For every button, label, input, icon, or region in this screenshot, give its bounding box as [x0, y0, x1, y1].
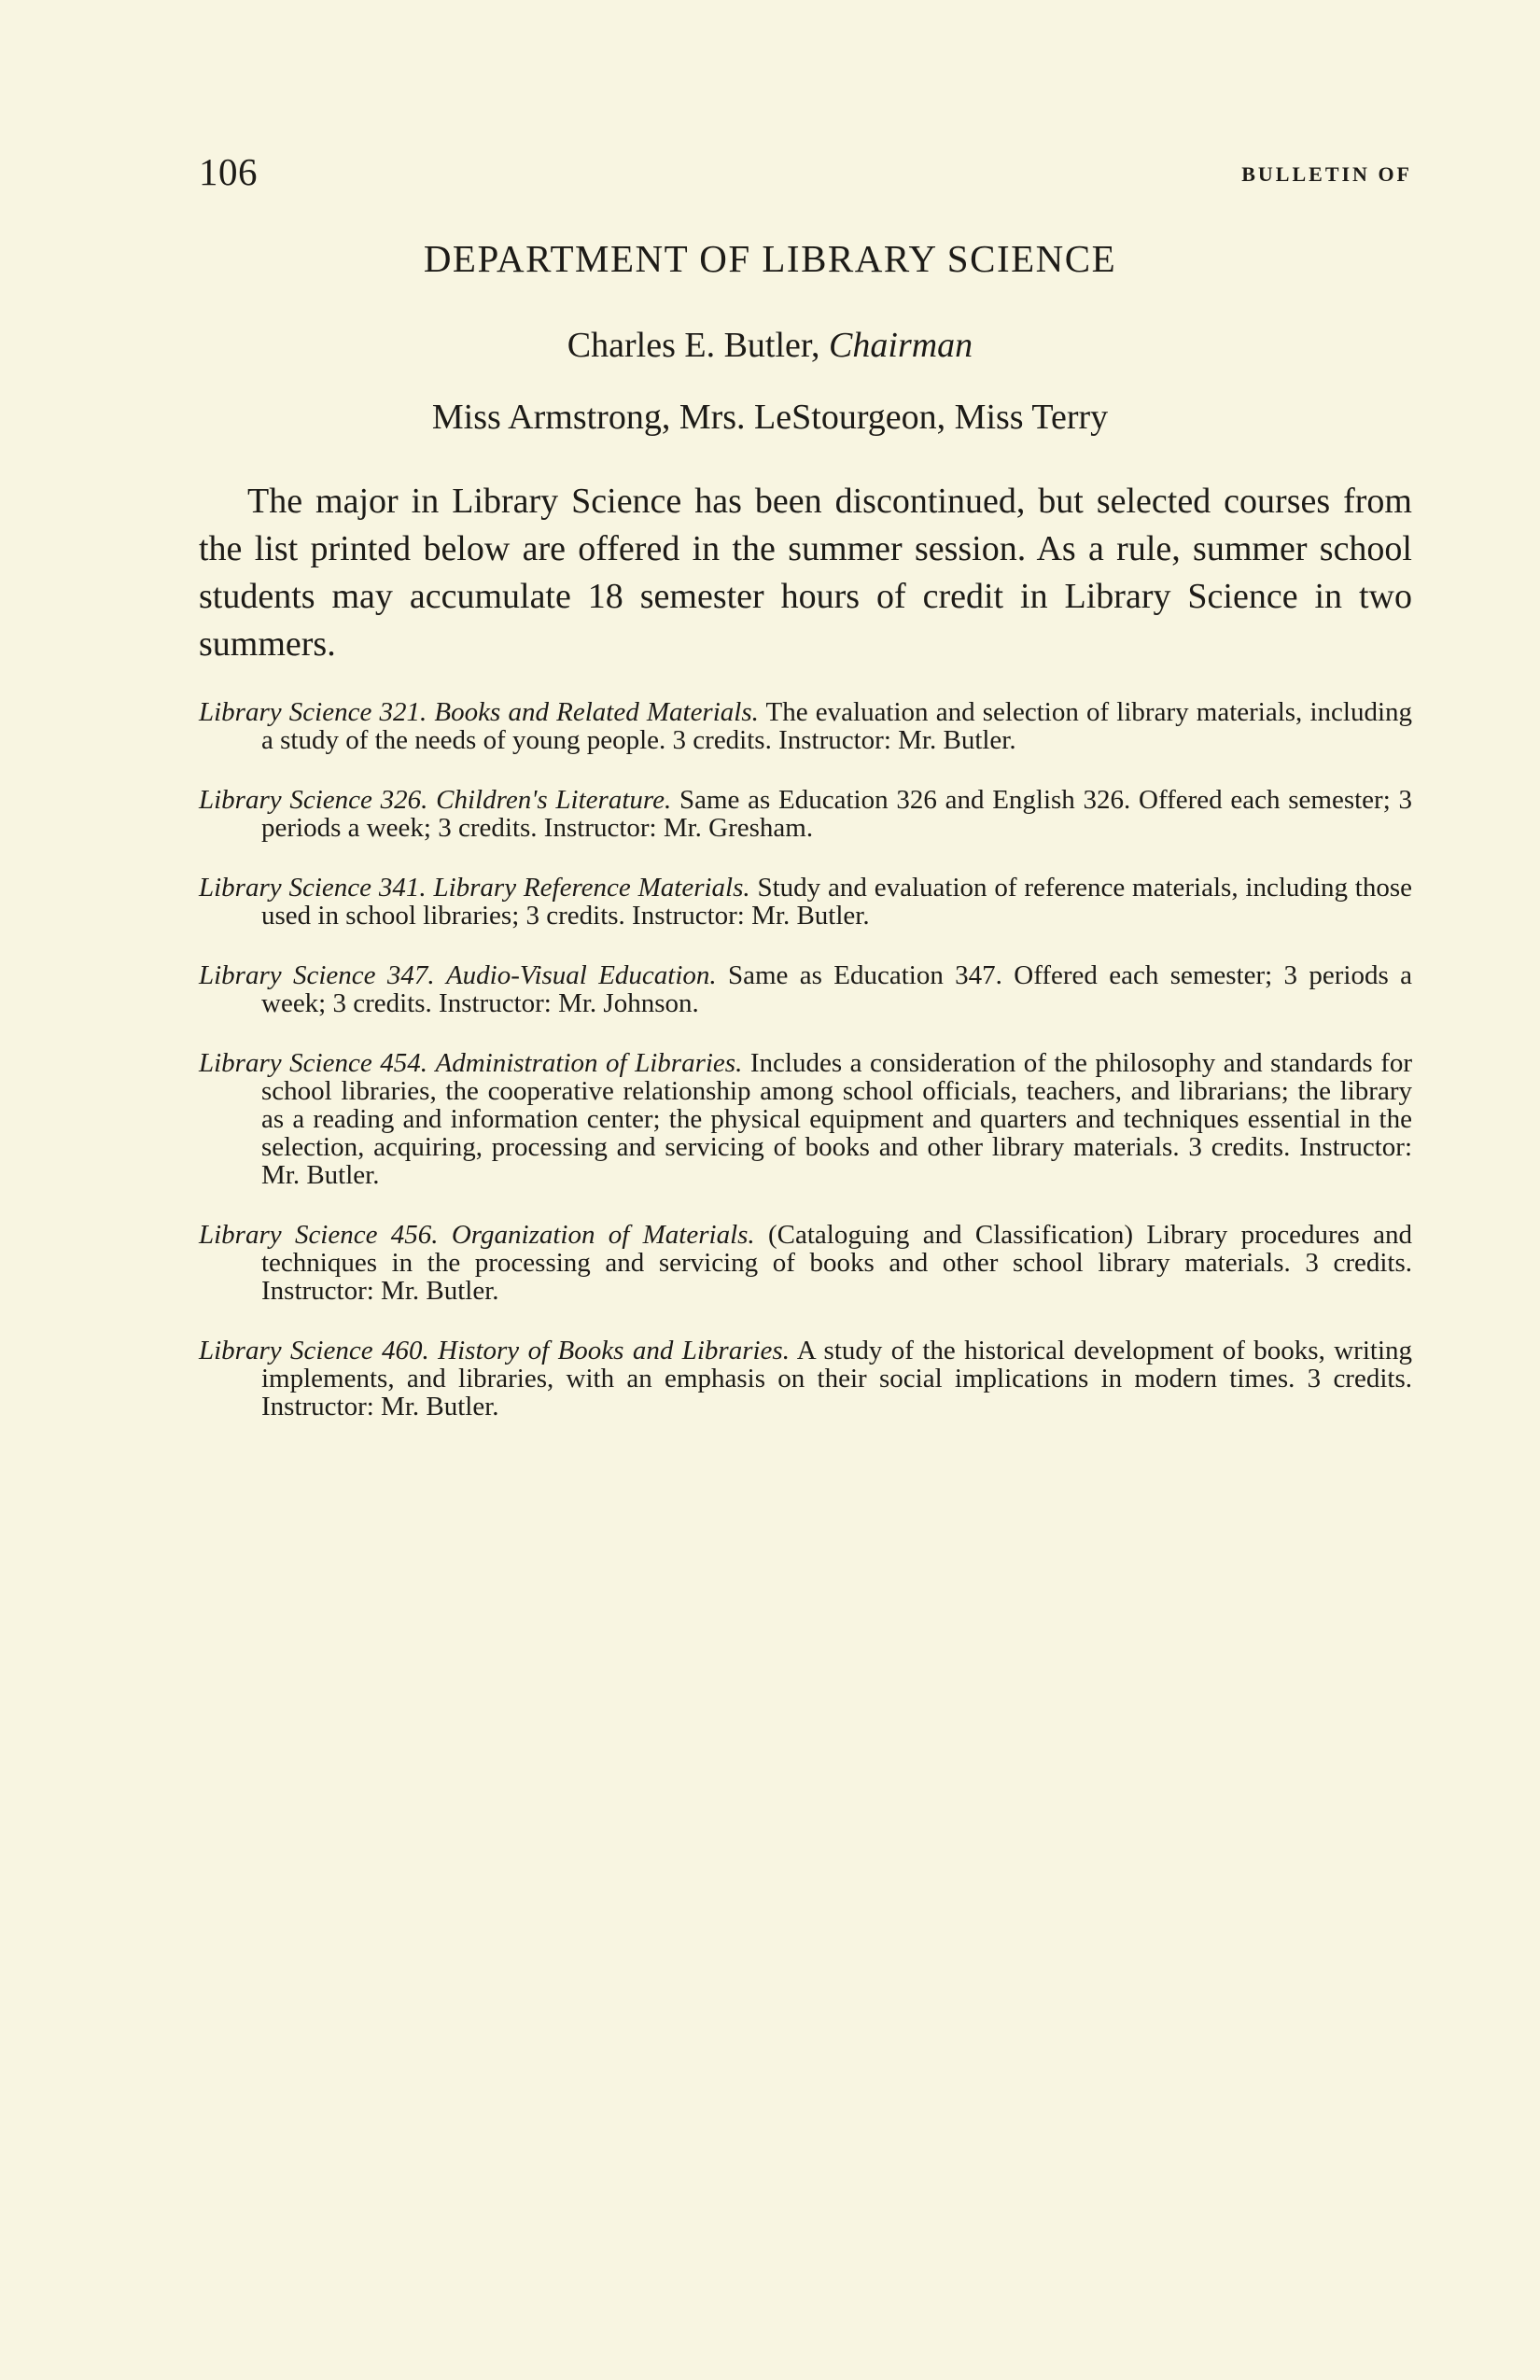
course-number: Library Science 341.: [199, 873, 427, 903]
course-description: Study and evaluation of reference materials, including those used in school libraries; 3 credits. Instructor: Mr. Butler.: [261, 873, 1413, 931]
course-entry: [199, 698, 1412, 754]
staff-list: Miss Armstrong, Mrs. LeStourgeon, Miss Terry: [431, 398, 1109, 437]
course-entry: [199, 961, 1412, 1017]
running-head: BULLETIN OF: [1241, 162, 1412, 186]
course-title: Books and Related Materials.: [434, 697, 759, 727]
chairman-line: [0, 325, 1540, 366]
course-entry: [199, 1049, 1412, 1189]
page-header: [199, 149, 1412, 205]
course-description: A study of the historical development of books, writing implements, and libraries, with an emphasis on their social implications in modern times. 3 credits. Instructor: Mr. Butler.: [261, 1336, 1413, 1421]
course-title: History of Books and Libraries.: [438, 1336, 790, 1365]
course-description: Same as Education 347. Offered each semester; 3 periods a week; 3 credits. Instructor: Mr. Johnson.: [261, 960, 1412, 1018]
course-number: Library Science 347.: [199, 960, 435, 990]
course-description: (Cataloguing and Classification) Library procedures and techniques in the processing and servicing of books and other school library materials. 3 credits. Instructor: Mr. Butler.: [261, 1220, 1412, 1306]
course-title: Children's Literature.: [436, 785, 672, 815]
course-list: [199, 698, 1412, 1452]
course-description: Includes a consideration of the philosophy and standards for school libraries, the cooperative relationship among school officials, teachers, and librarians; the library as a reading and information center; the physical equipment and quarters and techniques essential in the selection, acquiring, processing and servicing of books and other library materials. 3 credits. Instructor: Mr. Butler.: [261, 1048, 1413, 1190]
chairman-role: Chairman: [829, 326, 973, 365]
course-number: Library Science 326.: [199, 785, 428, 815]
course-description: The evaluation and selection of library materials, including a study of the needs of young people. 3 credits. Instructor: Mr. Butler.: [261, 697, 1413, 755]
intro-paragraph: The major in Library Science has been discontinued, but selected courses from the list printed below are offered in the summer session. As a rule, summer school students may accumulate 18 semester hours of credit in Library Science in two summers.: [199, 482, 1412, 664]
course-title: Organization of Materials.: [451, 1220, 755, 1250]
course-description: Same as Education 326 and English 326. Offered each semester; 3 periods a week; 3 credits. Instructor: Mr. Gresham.: [261, 785, 1413, 843]
course-number: Library Science 321.: [199, 697, 427, 727]
department-title: DEPARTMENT OF LIBRARY SCIENCE: [423, 237, 1117, 280]
chairman-name: Charles E. Butler,: [567, 326, 830, 365]
page-number: 106: [199, 150, 258, 193]
course-entry: [199, 1337, 1412, 1421]
course-title: Administration of Libraries.: [435, 1048, 743, 1078]
course-number: Library Science 456.: [199, 1220, 439, 1250]
course-entry: [199, 786, 1412, 842]
course-entry: [199, 1221, 1412, 1305]
course-title: Library Reference Materials.: [433, 873, 750, 903]
course-title: Audio-Visual Education.: [445, 960, 717, 990]
course-number: Library Science 460.: [199, 1336, 429, 1365]
course-number: Library Science 454.: [199, 1048, 427, 1078]
course-entry: [199, 874, 1412, 930]
